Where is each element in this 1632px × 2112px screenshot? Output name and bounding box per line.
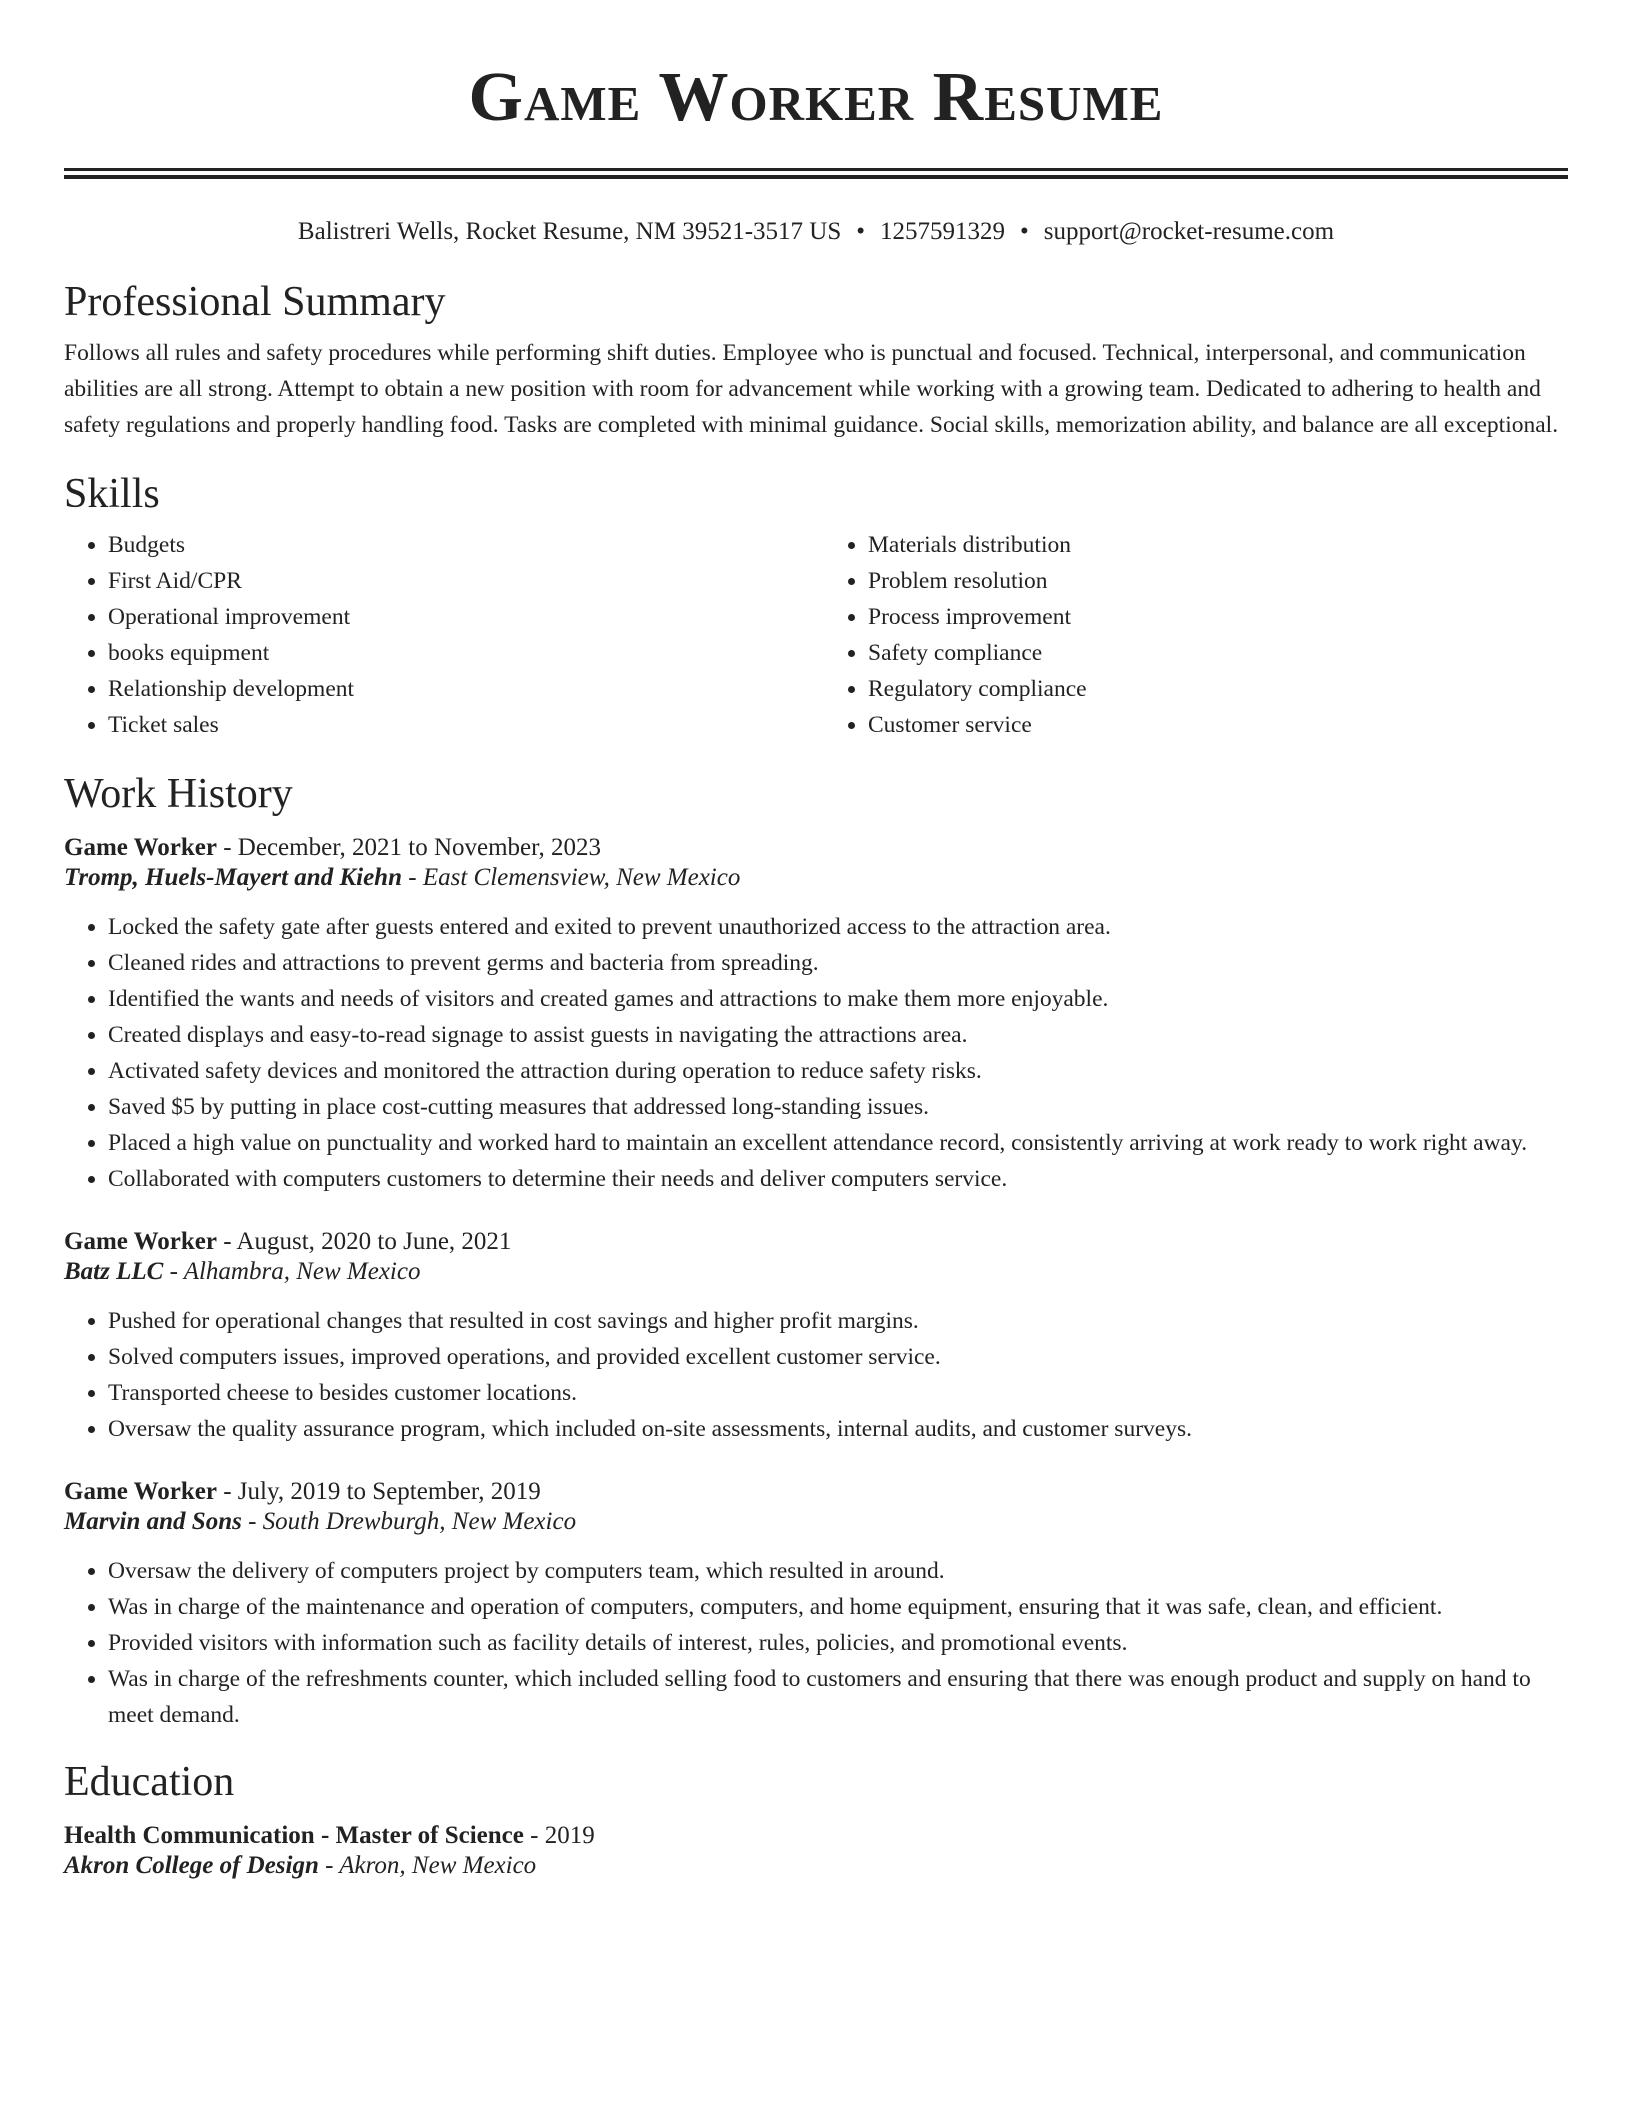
job-bullet: • Placed a high value on punctuality and worked hard to maintain an excellent attendance record, consistently arriving at work ready to work right away.	[108, 1125, 1568, 1161]
job-bullet: • Oversaw the delivery of computers project by computers team, which resulted in around.	[108, 1553, 1568, 1589]
job-bullets	[64, 1303, 1568, 1447]
job-title: Game Worker	[64, 1478, 217, 1505]
skills-grid	[64, 527, 1568, 743]
contact-address: Balistreri Wells, Rocket Resume, NM 39521-3517 US	[297, 218, 842, 245]
job-bullet: • Was in charge of the maintenance and operation of computers, computers, and home equipment, ensuring that it was safe, clean, and efficient.	[108, 1589, 1568, 1625]
summary-text: Follows all rules and safety procedures while performing shift duties. Employee who is punctual and focused. Technical, interpersonal, and communication abilities are all strong. Attempt to obtain a new position with room for advancement while working with a growing team. Dedicated to adhering to health and safety regulations and properly handling food. Tasks are completed with minimal guidance. Social skills, memorization ability, and balance are all exceptional.	[64, 340, 1559, 438]
skill-item: • Customer service	[868, 707, 1568, 743]
skills-list-left	[64, 527, 816, 743]
job-dates: - August, 2020 to June, 2021	[216, 1228, 512, 1255]
job-bullet: • Identified the wants and needs of visitors and created games and attractions to make them more enjoyable.	[108, 981, 1568, 1017]
work-history-heading: Work History	[64, 771, 293, 817]
skill-item: • Ticket sales	[108, 707, 816, 743]
job-title: Game Worker	[64, 1228, 217, 1255]
skill-item: • books equipment	[108, 635, 816, 671]
job-dates: - December, 2021 to November, 2023	[216, 834, 601, 861]
skill-item: • Relationship development	[108, 671, 816, 707]
job-entry	[64, 1227, 1568, 1447]
job-bullet: • Pushed for operational changes that resulted in cost savings and higher profit margins.	[108, 1303, 1568, 1339]
summary-heading: Professional Summary	[64, 279, 446, 325]
contact-separator: •	[1020, 218, 1029, 245]
job-header	[64, 1227, 1568, 1257]
job-entry	[64, 1477, 1568, 1733]
education-school: Akron College of Design	[64, 1852, 319, 1879]
skill-item: • Regulatory compliance	[868, 671, 1568, 707]
education-year: - 2019	[523, 1822, 595, 1849]
skills-column-right	[816, 527, 1568, 743]
skill-item: • Operational improvement	[108, 599, 816, 635]
education-heading: Education	[64, 1759, 235, 1805]
job-bullet: • Transported cheese to besides customer locations.	[108, 1375, 1568, 1411]
job-bullets	[64, 1553, 1568, 1733]
job-bullet: • Was in charge of the refreshments counter, which included selling food to customers and ensuring that there was enough product and supply on hand to meet demand.	[108, 1661, 1568, 1733]
job-bullet: • Activated safety devices and monitored the attraction during operation to reduce safety risks.	[108, 1053, 1568, 1089]
job-employer	[64, 863, 1568, 893]
job-bullet: • Saved $5 by putting in place cost-cutting measures that addressed long-standing issues.	[108, 1089, 1568, 1125]
title-divider	[64, 168, 1568, 179]
skills-heading: Skills	[64, 471, 160, 517]
job-bullets	[64, 909, 1568, 1197]
contact-line	[64, 217, 1568, 247]
job-location: - South Drewburgh, New Mexico	[241, 1508, 577, 1535]
job-bullet: • Provided visitors with information such as facility details of interest, rules, policies, and promotional events.	[108, 1625, 1568, 1661]
job-employer	[64, 1507, 1568, 1537]
skill-item: • First Aid/CPR	[108, 563, 816, 599]
job-header	[64, 833, 1568, 863]
job-bullet: • Oversaw the quality assurance program, which included on-site assessments, internal audits, and customer surveys.	[108, 1411, 1568, 1447]
job-company: Marvin and Sons	[64, 1508, 242, 1535]
job-company: Batz LLC	[64, 1258, 164, 1285]
skill-item: • Problem resolution	[868, 563, 1568, 599]
contact-separator: •	[856, 218, 865, 245]
job-location: - Alhambra, New Mexico	[163, 1258, 421, 1285]
job-bullet: • Collaborated with computers customers to determine their needs and deliver computers service.	[108, 1161, 1568, 1197]
job-bullet: • Locked the safety gate after guests entered and exited to prevent unauthorized access to the attraction area.	[108, 909, 1568, 945]
education-location: - Akron, New Mexico	[318, 1852, 537, 1879]
job-entry	[64, 833, 1568, 1197]
skill-item: • Budgets	[108, 527, 816, 563]
contact-phone: 1257591329	[880, 218, 1005, 245]
skills-list-right	[816, 527, 1568, 743]
job-location: - East Clemensview, New Mexico	[402, 864, 741, 891]
job-bullet: • Solved computers issues, improved operations, and provided excellent customer service.	[108, 1339, 1568, 1375]
job-bullet: • Cleaned rides and attractions to prevent germs and bacteria from spreading.	[108, 945, 1568, 981]
education-school-line	[64, 1851, 1568, 1881]
skills-column-left	[64, 527, 816, 743]
job-company: Tromp, Huels-Mayert and Kiehn	[64, 864, 402, 891]
resume-title: Game Worker Resume	[468, 59, 1164, 136]
education-header	[64, 1821, 1568, 1851]
skill-item: • Process improvement	[868, 599, 1568, 635]
job-dates: - July, 2019 to September, 2019	[216, 1478, 541, 1505]
job-bullet: • Created displays and easy-to-read signage to assist guests in navigating the attractions area.	[108, 1017, 1568, 1053]
education-entry	[64, 1821, 1568, 1881]
contact-email: support@rocket-resume.com	[1043, 218, 1335, 245]
job-title: Game Worker	[64, 834, 217, 861]
education-degree: Health Communication - Master of Science	[64, 1822, 524, 1849]
job-employer	[64, 1257, 1568, 1287]
job-header	[64, 1477, 1568, 1507]
skill-item: • Materials distribution	[868, 527, 1568, 563]
skill-item: • Safety compliance	[868, 635, 1568, 671]
